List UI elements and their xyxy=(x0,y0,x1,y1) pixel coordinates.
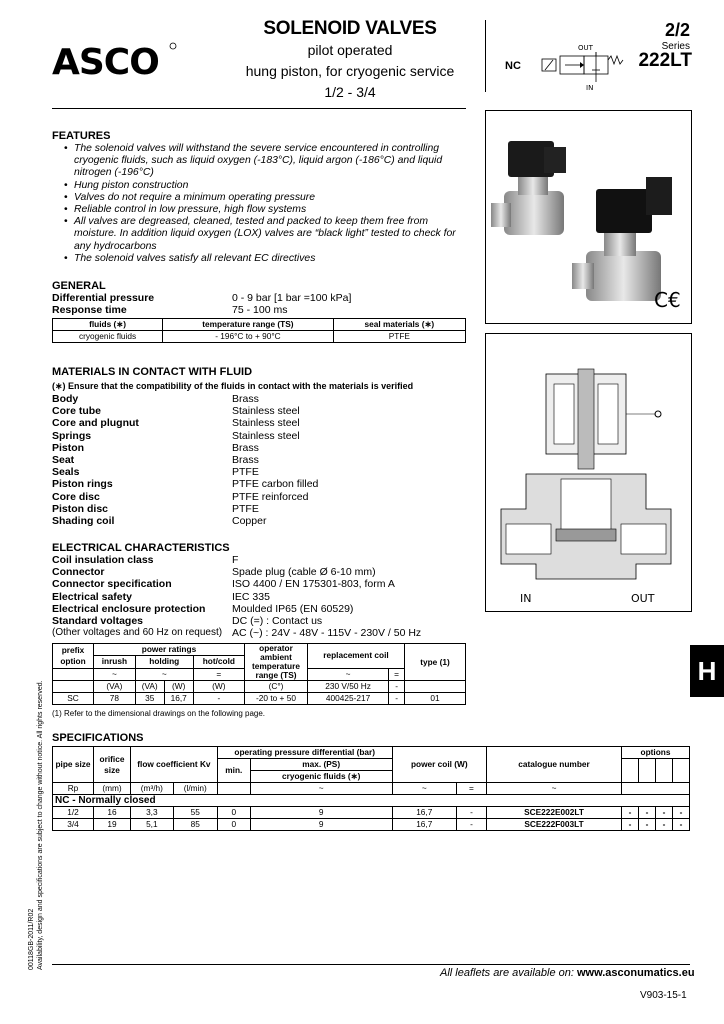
fluids-table xyxy=(52,318,466,343)
subtitle-line: hung piston, for cryogenic service xyxy=(245,63,455,79)
electrical-section xyxy=(52,542,472,639)
coil-header-inrush: inrush xyxy=(94,656,136,668)
coil-header-op-line: ambient xyxy=(260,652,292,662)
spec-cell-option: - xyxy=(639,807,656,819)
material-value: Brass xyxy=(232,393,259,405)
coil-header-prefix xyxy=(53,644,94,669)
spec-unit-blank xyxy=(622,783,690,795)
subtitle-line: pilot operated xyxy=(307,42,393,58)
general-value: 0 - 9 bar [1 bar =100 kPa] xyxy=(232,292,352,304)
symbol-out-label: OUT xyxy=(578,44,593,52)
spec-cell: 0 xyxy=(217,819,250,831)
coil-cell: 01 xyxy=(405,693,466,705)
subtitle-line: 1/2 - 3/4 xyxy=(324,84,376,100)
electrical-value: F xyxy=(232,554,239,566)
coil-header-operator xyxy=(244,644,307,681)
specifications-table xyxy=(52,746,690,831)
material-value: Brass xyxy=(232,454,259,467)
svg-text:ASCO: ASCO xyxy=(52,42,159,80)
option-col xyxy=(656,759,673,783)
spec-header-catalogue: catalogue number xyxy=(487,747,622,783)
features-heading: FEATURES xyxy=(52,130,111,142)
materials-note: (∗) Ensure that the compatibility of the fluids in contact with the materials is verified xyxy=(52,381,414,391)
material-value: Copper xyxy=(232,515,267,528)
material-value: PTFE carbon filled xyxy=(232,478,319,491)
electrical-key: Coil insulation class xyxy=(52,554,154,566)
spec-cell-option: - xyxy=(622,807,639,819)
footer-rule xyxy=(52,964,690,965)
table-header: fluids (∗) xyxy=(53,319,163,331)
material-key: Core disc xyxy=(52,490,100,503)
spec-unit: ~ xyxy=(250,783,392,795)
coil-header-holding: holding xyxy=(135,656,193,668)
drawing-in-label: IN xyxy=(520,592,532,605)
model-number: 222LT xyxy=(638,50,692,71)
table-cell: PTFE xyxy=(333,331,465,343)
material-key: Springs xyxy=(52,429,92,442)
electrical-value: Spade plug (cable Ø 6-10 mm) xyxy=(232,566,376,579)
spec-unit: ~ xyxy=(487,783,622,795)
coil-footnote: (1) Refer to the dimensional drawings on the following page. xyxy=(52,709,266,718)
spec-cell-catalogue: SCE222E002LT xyxy=(487,807,622,819)
feature-item: • The solenoid valves satisfy all relevant EC directives xyxy=(74,253,472,265)
nc-label: NC xyxy=(505,60,521,72)
coil-cell: 400425-217 xyxy=(307,693,388,705)
section-tab-h: H xyxy=(690,645,724,697)
spec-header-orifice: orifice size xyxy=(94,747,131,783)
spec-unit: = xyxy=(456,783,486,795)
material-key: Body xyxy=(52,393,79,405)
electrical-value: IEC 335 xyxy=(232,590,270,603)
material-key: Core tube xyxy=(52,405,102,418)
electrical-key: (Other voltages and 60 Hz on request) xyxy=(52,627,223,639)
option-col xyxy=(639,759,656,783)
coil-unit: (C°) xyxy=(244,681,307,693)
side-legal-text xyxy=(28,660,48,970)
table-row xyxy=(53,819,690,831)
option-col xyxy=(673,759,690,783)
spec-header-options: options xyxy=(622,747,690,759)
electrical-key: Connector specification xyxy=(52,578,172,591)
specifications-heading xyxy=(52,732,143,744)
series-label: Series xyxy=(661,41,690,52)
spec-cell: 5,1 xyxy=(131,819,174,831)
electrical-value: AC (~) : 24V - 48V - 115V - 230V / 50 Hz xyxy=(232,627,422,640)
coil-unit: (W) xyxy=(193,681,244,693)
spec-cell-option: - xyxy=(673,819,690,831)
features-section xyxy=(52,130,472,265)
material-key: Core and plugnut xyxy=(52,417,139,430)
coil-ac-symbol: ~ xyxy=(135,668,193,680)
material-value: Brass xyxy=(232,441,259,454)
material-value: PTFE reinforced xyxy=(232,490,309,503)
side-doc-code: 00118GB-2011/R02 xyxy=(28,908,35,970)
table-header: temperature range (TS) xyxy=(163,319,334,331)
material-key: Piston xyxy=(52,441,85,454)
spec-unit xyxy=(217,783,250,795)
coil-ac-symbol: ~ xyxy=(94,668,136,680)
spec-cell: 55 xyxy=(173,807,217,819)
material-key: Shading coil xyxy=(52,515,115,528)
material-key: Seals xyxy=(52,466,80,479)
spec-cell-option: - xyxy=(673,807,690,819)
footer-prefix: All leaflets are available on: xyxy=(440,967,577,979)
header-divider xyxy=(485,20,486,92)
electrical-key: Electrical safety xyxy=(52,590,132,603)
feature-item: • Reliable control in low pressure, high flow systems xyxy=(74,204,472,216)
feature-item: • The solenoid valves will withstand the severe service encountered in controlling cryogenic fluids, such as liquid oxygen (-183°C), liquid argon (-186°C) and liquid nitrogen (-196°C) xyxy=(74,143,472,180)
valve-symbol xyxy=(540,42,630,92)
spec-unit: ~ xyxy=(392,783,456,795)
section-drawing xyxy=(485,333,692,612)
material-value: Stainless steel xyxy=(232,417,300,430)
electrical-heading: ELECTRICAL CHARACTERISTICS xyxy=(52,542,230,554)
spec-cell: 16 xyxy=(94,807,131,819)
spec-cell-option: - xyxy=(656,807,673,819)
feature-item: • All valves are degreased, cleaned, tested and packed to keep them free from moisture. In addition liquid oxygen (LOX) valves are “black light” tested to check for any hydrocarbons xyxy=(74,216,472,253)
coil-cell: 16,7 xyxy=(164,693,193,705)
option-col xyxy=(622,759,639,783)
general-value: 75 - 100 ms xyxy=(232,304,288,317)
coil-cell: - xyxy=(389,693,405,705)
electrical-value: ISO 4400 / EN 175301-803, form A xyxy=(232,578,395,591)
spec-header-min: min. xyxy=(217,759,250,783)
spec-unit: (mm) xyxy=(94,783,131,795)
material-value: PTFE xyxy=(232,502,259,515)
spec-header-pipe: pipe size xyxy=(53,747,94,783)
footer-text xyxy=(440,967,695,979)
materials-section xyxy=(52,366,472,527)
spec-group-label: NC - Normally closed xyxy=(53,795,690,807)
spec-cell: 0 xyxy=(217,807,250,819)
coil-header-power: power ratings xyxy=(94,644,245,656)
coil-cell: 35 xyxy=(135,693,164,705)
material-value: Stainless steel xyxy=(232,405,300,418)
coil-unit: (VA) xyxy=(94,681,136,693)
coil-unit: (W) xyxy=(164,681,193,693)
spec-header-coil: power coil (W) xyxy=(392,747,486,783)
general-key: Differential pressure xyxy=(52,292,155,304)
coil-header-prefix-text: prefix xyxy=(61,644,85,655)
footer-code: V903-15-1 xyxy=(640,990,687,1001)
spec-header-max: max. (PS) xyxy=(250,759,392,771)
spec-cell: 19 xyxy=(94,819,131,831)
material-value: Stainless steel xyxy=(232,429,300,442)
coil-dc-symbol: = xyxy=(389,668,405,680)
general-row xyxy=(52,292,466,304)
spec-cell: 1/2 xyxy=(53,807,94,819)
coil-header-op-line: operator xyxy=(259,643,293,653)
general-row xyxy=(52,304,466,316)
spec-header-op: operating pressure differential (bar) xyxy=(217,747,392,759)
title-rule xyxy=(52,108,466,109)
spec-cell: 16,7 xyxy=(392,819,456,831)
drawing-out-label: OUT xyxy=(631,592,655,605)
material-key: Piston disc xyxy=(52,502,109,515)
asco-logo xyxy=(52,40,177,80)
coil-unit: - xyxy=(389,681,405,693)
feature-item: • Valves do not require a minimum operating pressure xyxy=(74,192,472,204)
coil-dc-symbol: = xyxy=(193,668,244,680)
spec-unit: (l/min) xyxy=(173,783,217,795)
general-heading: GENERAL xyxy=(52,280,106,292)
specifications-title: SPECIFICATIONS xyxy=(52,732,144,744)
coil-unit-blank xyxy=(405,681,466,693)
material-key: Piston rings xyxy=(52,478,113,491)
coil-header-option-text: option xyxy=(60,655,86,666)
coil-header-op-line: temperature xyxy=(252,661,300,671)
way-label xyxy=(630,20,690,52)
spec-cell: 3,3 xyxy=(131,807,174,819)
spec-cell-catalogue: SCE222F003LT xyxy=(487,819,622,831)
spec-unit: Rp xyxy=(53,783,94,795)
coil-cell: - xyxy=(193,693,244,705)
material-key: Seat xyxy=(52,454,75,467)
coil-cell: SC xyxy=(53,693,94,705)
coil-unit: (VA) xyxy=(135,681,164,693)
document-title xyxy=(230,18,470,103)
coil-ac-symbol: ~ xyxy=(307,668,388,680)
coil-cell: 78 xyxy=(94,693,136,705)
spec-cell: - xyxy=(456,819,486,831)
general-section xyxy=(52,280,466,343)
coil-header-hotcold: hot/cold xyxy=(193,656,244,668)
general-key: Response time xyxy=(52,304,127,317)
spec-cell-option: - xyxy=(656,819,673,831)
table-header: seal materials (∗) xyxy=(333,319,465,331)
coil-header-op-line: range (TS) xyxy=(255,670,297,680)
coil-unit-blank xyxy=(53,681,94,693)
coil-table xyxy=(52,643,466,705)
spec-header-cryo: cryogenic fluids (∗) xyxy=(250,771,392,783)
symbol-in-label: IN xyxy=(586,84,594,92)
material-value: PTFE xyxy=(232,466,259,479)
coil-cell: -20 to + 50 xyxy=(244,693,307,705)
coil-unit: 230 V/50 Hz xyxy=(307,681,388,693)
electrical-key: Connector xyxy=(52,566,105,579)
coil-header-type: type (1) xyxy=(405,644,466,681)
spec-cell: 16,7 xyxy=(392,807,456,819)
spec-header-flow: flow coefficient Kv xyxy=(131,747,218,783)
spec-cell-option: - xyxy=(639,819,656,831)
spec-unit: (m³/h) xyxy=(131,783,174,795)
table-cell: - 196°C to + 90°C xyxy=(163,331,334,343)
electrical-value: Moulded IP65 (EN 60529) xyxy=(232,602,354,615)
table-row xyxy=(53,807,690,819)
side-disclaimer: Availability, design and specifications are subject to change without notice. All rights reserved. xyxy=(37,680,44,970)
spec-cell-option: - xyxy=(622,819,639,831)
spec-cell: 9 xyxy=(250,807,392,819)
feature-item: • Hung piston construction xyxy=(74,180,472,192)
coil-header-blank xyxy=(53,668,94,680)
electrical-key: Electrical enclosure protection xyxy=(52,602,206,615)
electrical-key: Standard voltages xyxy=(52,615,144,628)
footer-link[interactable]: www.asconumatics.eu xyxy=(576,967,695,979)
product-photo xyxy=(485,110,692,324)
spec-cell: 9 xyxy=(250,819,392,831)
svg-text:C€: C€ xyxy=(654,288,681,312)
coil-header-replacement: replacement coil xyxy=(307,644,404,669)
table-cell: cryogenic fluids xyxy=(53,331,163,343)
way-value: 2/2 xyxy=(664,20,690,40)
title-main: SOLENOID VALVES xyxy=(263,18,437,39)
electrical-value: DC (=) : Contact us xyxy=(232,615,323,628)
spec-cell: - xyxy=(456,807,486,819)
spec-cell: 3/4 xyxy=(53,819,94,831)
materials-heading: MATERIALS IN CONTACT WITH FLUID xyxy=(52,366,253,378)
spec-cell: 85 xyxy=(173,819,217,831)
